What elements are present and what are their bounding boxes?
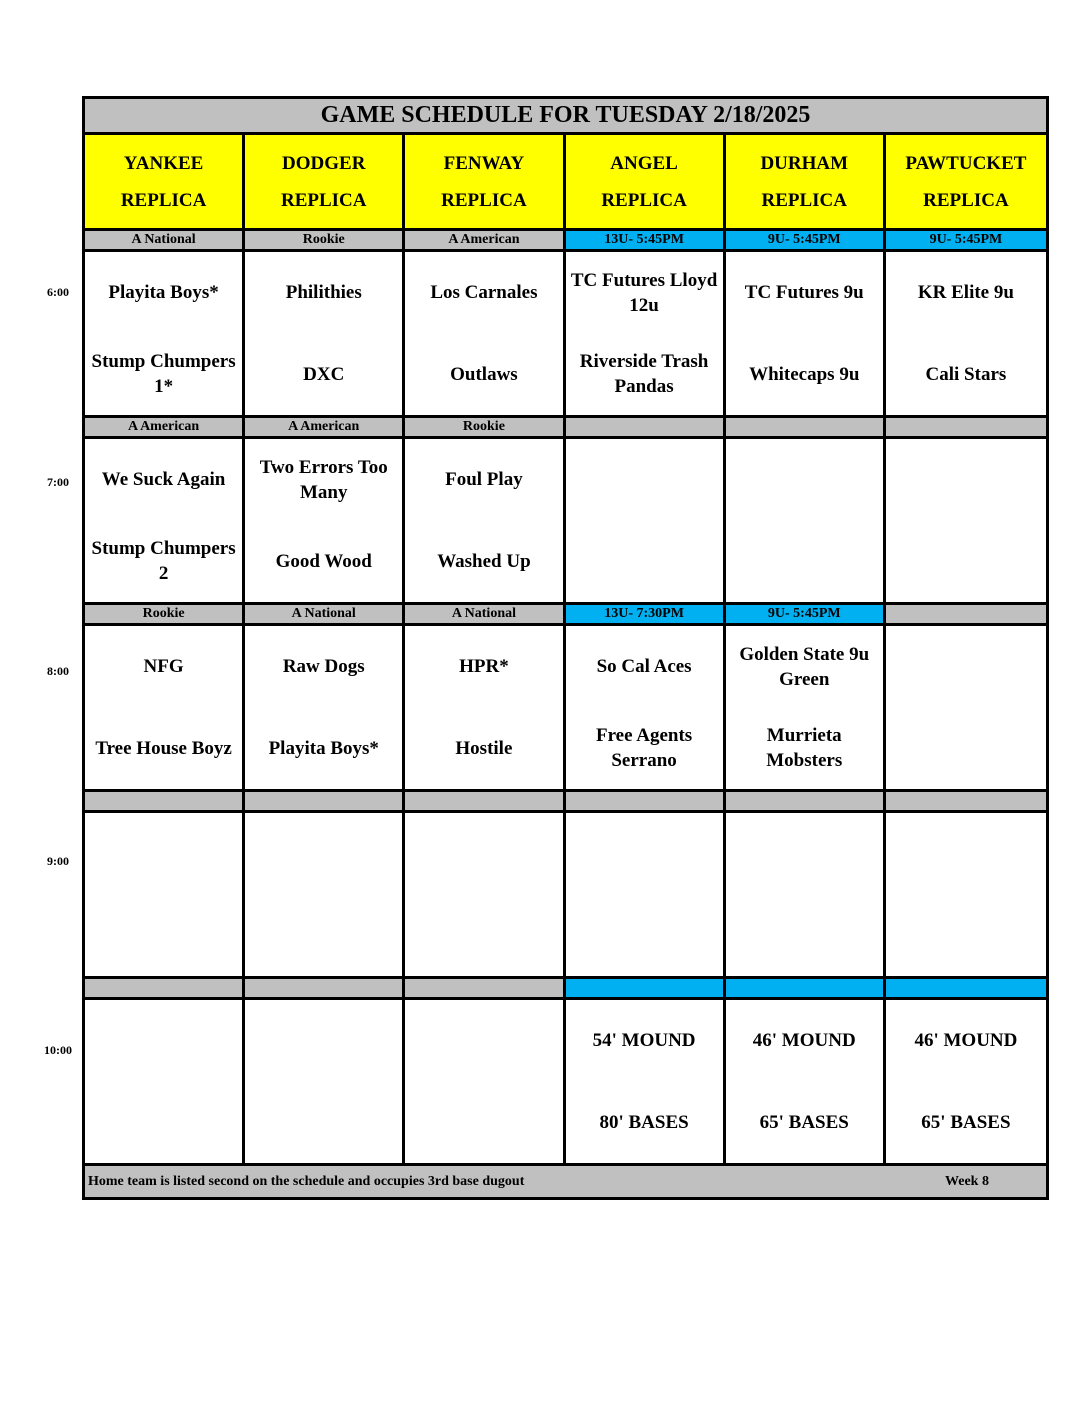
- home-team: Tree House Boyz: [95, 737, 232, 759]
- division-label: 13U- 5:45PM: [566, 231, 726, 252]
- game-cell: [886, 439, 1046, 605]
- away-team: [886, 813, 1046, 895]
- game-cell: [886, 1000, 1046, 1166]
- away-team: We Suck Again: [101, 469, 226, 491]
- home-team: [405, 1082, 562, 1164]
- away-team: [405, 813, 562, 895]
- home-team: 65' BASES: [759, 1111, 849, 1133]
- field-name: FENWAY: [443, 152, 525, 174]
- division-label: [245, 979, 405, 1000]
- division-label: Rookie: [245, 231, 405, 252]
- away-team: TC Futures 9u: [744, 282, 864, 304]
- away-team: [405, 1000, 562, 1082]
- home-team: [886, 708, 1046, 790]
- game-cell: [245, 626, 405, 792]
- game-cell: [566, 439, 726, 605]
- home-team: [726, 521, 883, 603]
- field-header: [245, 135, 405, 231]
- division-label: Rookie: [405, 418, 565, 439]
- division-label: [726, 979, 886, 1000]
- field-type: REPLICA: [120, 189, 207, 211]
- away-team: [886, 626, 1046, 708]
- time-label: 9:00: [47, 854, 69, 868]
- away-team: [245, 1000, 402, 1082]
- division-label: [245, 792, 405, 813]
- away-team: 46' MOUND: [914, 1030, 1018, 1052]
- time-label: 10:00: [44, 1043, 72, 1057]
- home-team: [566, 521, 723, 603]
- home-team: [245, 895, 402, 977]
- home-team: Murrieta Mobsters: [766, 725, 843, 772]
- time-label: 6:00: [47, 285, 69, 299]
- home-team: [85, 895, 242, 977]
- division-label: A American: [405, 231, 565, 252]
- away-team: [566, 813, 723, 895]
- field-header: [566, 135, 726, 231]
- home-team: 80' BASES: [599, 1111, 689, 1133]
- division-label: [726, 792, 886, 813]
- game-cell: [245, 1000, 405, 1166]
- time-label: 7:00: [47, 475, 69, 489]
- away-team: 54' MOUND: [592, 1030, 696, 1052]
- game-cell: [405, 439, 565, 605]
- home-team: Riverside Trash Pandas: [579, 351, 709, 398]
- away-team: [566, 439, 723, 521]
- game-cell: [405, 252, 565, 418]
- division-label: 9U- 5:45PM: [886, 231, 1046, 252]
- division-label: [85, 979, 245, 1000]
- home-team: Good Wood: [275, 550, 372, 572]
- division-label: 9U- 5:45PM: [726, 231, 886, 252]
- game-cell: [886, 626, 1046, 792]
- game-cell: [726, 813, 886, 979]
- away-team: [245, 813, 402, 895]
- away-team: Foul Play: [445, 469, 523, 491]
- field-header: [85, 135, 245, 231]
- game-cell: [726, 252, 886, 418]
- field-header: [726, 135, 886, 231]
- division-label: [886, 979, 1046, 1000]
- away-team: TC Futures Lloyd 12u: [570, 269, 718, 316]
- division-label: [886, 605, 1046, 626]
- division-label: [566, 418, 726, 439]
- division-label: [566, 792, 726, 813]
- away-team: HPR*: [459, 656, 509, 678]
- home-team: Washed Up: [437, 550, 531, 572]
- away-team: Golden State 9u Green: [739, 643, 870, 690]
- division-label: [405, 792, 565, 813]
- away-team: [726, 813, 883, 895]
- field-header: [405, 135, 565, 231]
- field-name: ANGEL: [610, 152, 678, 174]
- away-team: Playita Boys*: [108, 282, 219, 304]
- away-team: [886, 439, 1046, 521]
- game-cell: [405, 626, 565, 792]
- game-cell: [245, 252, 405, 418]
- home-team: [726, 895, 883, 977]
- division-label: [566, 979, 726, 1000]
- away-team: Los Carnales: [430, 282, 538, 304]
- game-cell: [85, 626, 245, 792]
- game-cell: [85, 439, 245, 605]
- time-label: 8:00: [47, 664, 69, 678]
- schedule-sheet: [82, 96, 1049, 1200]
- field-name: PAWTUCKET: [905, 152, 1027, 174]
- division-label: 13U- 7:30PM: [566, 605, 726, 626]
- field-name: DURHAM: [760, 152, 849, 174]
- field-type: REPLICA: [761, 189, 847, 211]
- home-team: [405, 895, 562, 977]
- game-cell: [726, 1000, 886, 1166]
- away-team: Two Errors Too Many: [259, 456, 388, 503]
- away-team: [726, 439, 883, 521]
- week-label: Week 8: [945, 1173, 989, 1189]
- game-cell: [85, 813, 245, 979]
- home-team: Stump Chumpers 2: [91, 538, 236, 585]
- away-team: Raw Dogs: [282, 656, 365, 678]
- home-team: Hostile: [455, 737, 513, 759]
- game-cell: [566, 813, 726, 979]
- schedule-footer: [85, 1166, 1046, 1197]
- away-team: [85, 813, 242, 895]
- home-team: DXC: [303, 363, 345, 385]
- home-team: [245, 1082, 402, 1164]
- division-label: A National: [85, 231, 245, 252]
- home-team: [566, 895, 723, 977]
- game-cell: [245, 439, 405, 605]
- division-label: [405, 979, 565, 1000]
- away-team: Philithies: [285, 282, 362, 304]
- home-team: Stump Chumpers 1*: [91, 351, 236, 398]
- game-cell: [726, 439, 886, 605]
- division-label: A National: [245, 605, 405, 626]
- game-cell: [245, 813, 405, 979]
- home-team: Free Agents Serrano: [595, 725, 693, 772]
- away-team: [85, 1000, 242, 1082]
- division-label: [886, 792, 1046, 813]
- game-cell: [405, 813, 565, 979]
- game-cell: [566, 252, 726, 418]
- home-team: [85, 1082, 242, 1164]
- division-label: A American: [85, 418, 245, 439]
- division-label: 9U- 5:45PM: [726, 605, 886, 626]
- away-team: NFG: [143, 656, 184, 678]
- game-cell: [566, 626, 726, 792]
- field-type: REPLICA: [280, 189, 367, 211]
- home-team: 65' BASES: [921, 1111, 1011, 1133]
- home-team: [886, 521, 1046, 603]
- game-cell: [726, 626, 886, 792]
- division-label: A National: [405, 605, 565, 626]
- division-label: [85, 792, 245, 813]
- home-team: Playita Boys*: [268, 737, 379, 759]
- field-type: REPLICA: [923, 189, 1009, 211]
- home-team: Whitecaps 9u: [749, 363, 860, 385]
- away-team: KR Elite 9u: [917, 282, 1014, 304]
- division-label: [886, 418, 1046, 439]
- home-team: Outlaws: [450, 363, 518, 385]
- field-name: YANKEE: [123, 152, 204, 174]
- game-cell: [886, 813, 1046, 979]
- field-header: [886, 135, 1046, 231]
- division-label: Rookie: [85, 605, 245, 626]
- schedule-title: GAME SCHEDULE FOR TUESDAY 2/18/2025: [85, 99, 1046, 135]
- field-type: REPLICA: [441, 189, 527, 211]
- field-name: DODGER: [282, 152, 366, 174]
- division-label: A American: [245, 418, 405, 439]
- division-label: [726, 418, 886, 439]
- home-team: [886, 895, 1046, 977]
- field-type: REPLICA: [601, 189, 687, 211]
- schedule-grid: [85, 135, 1046, 1166]
- game-cell: [85, 252, 245, 418]
- game-cell: [566, 1000, 726, 1166]
- game-cell: [405, 1000, 565, 1166]
- game-cell: [85, 1000, 245, 1166]
- away-team: So Cal Aces: [596, 656, 692, 678]
- away-team: 46' MOUND: [752, 1030, 856, 1052]
- home-team: Cali Stars: [925, 363, 1007, 385]
- home-team-note: Home team is listed second on the schedule and occupies 3rd base dugout: [88, 1173, 525, 1189]
- game-cell: [886, 252, 1046, 418]
